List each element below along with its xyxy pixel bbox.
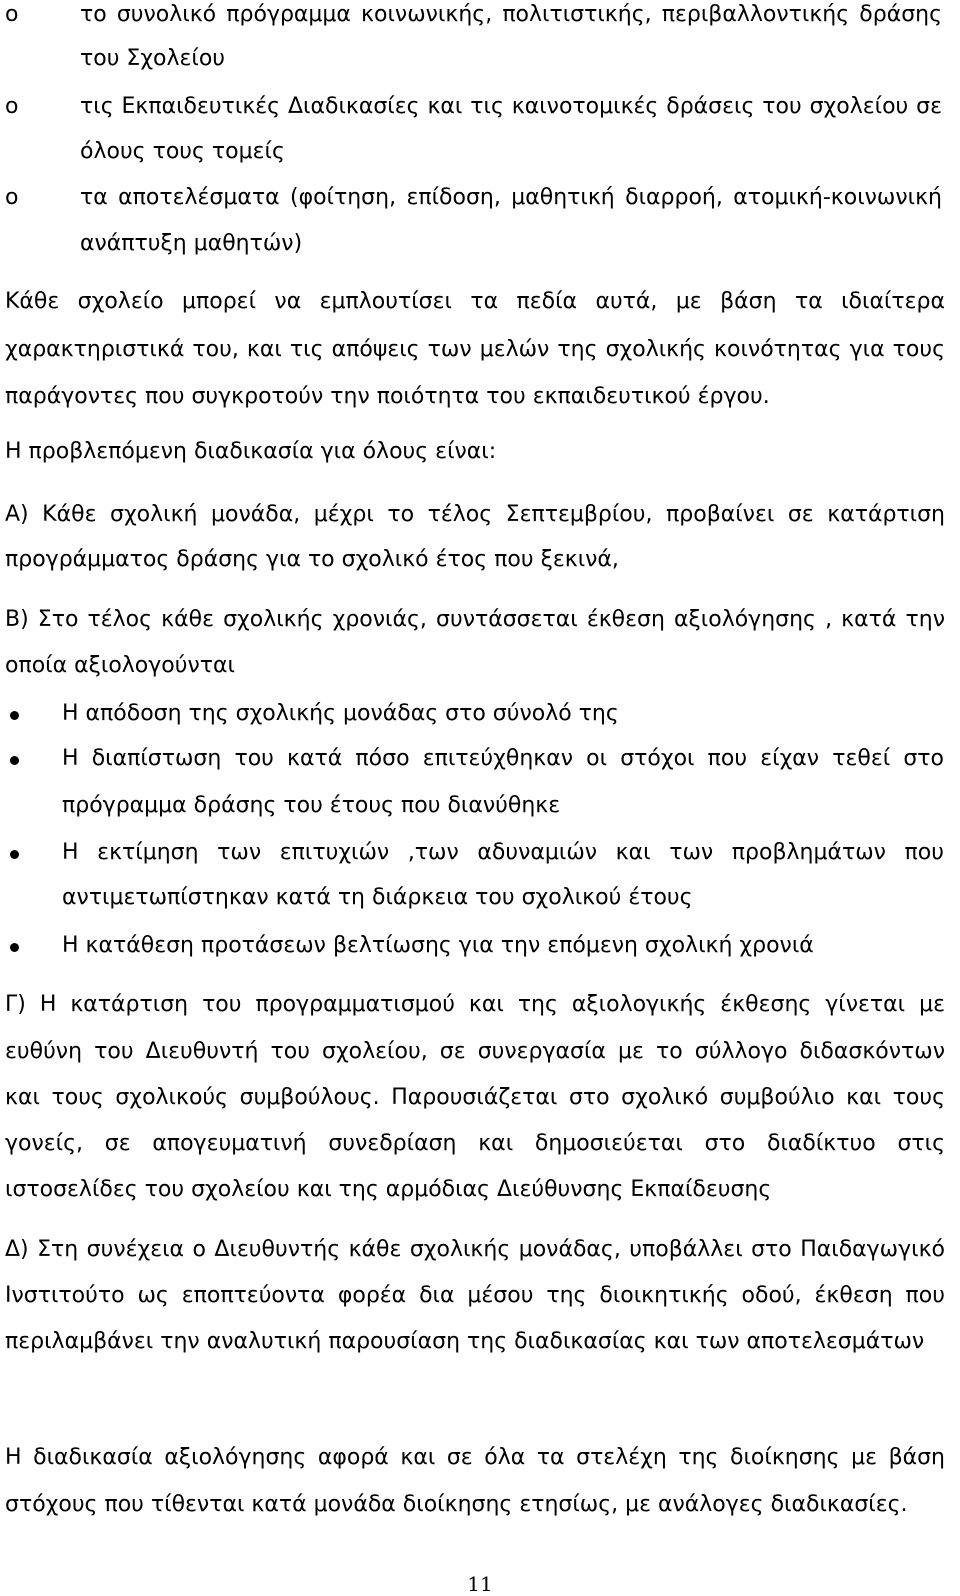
list-marker: o [5,94,19,119]
paragraph-line: γονείς, σε απογευματινή συνεδρίαση και δημοσιεύεται στο διαδίκτυο στις [5,1131,945,1156]
bullet-item-line: Η διαπίστωση του κατά πόσο επιτεύχθηκαν οι στόχοι που είχαν τεθεί στο [62,746,944,771]
list-item-line: ανάπτυξη μαθητών) [80,231,303,256]
page-number: 11 [467,1572,493,1596]
paragraph-line: περιλαμβάνει την αναλυτική παρουσίαση της διαδικασίας και των αποτελεσμάτων [5,1329,925,1354]
bullet-item-line: πρόγραμμα δράσης του έτους που διανύθηκε [62,793,561,818]
paragraph-line: ιστοσελίδες του σχολείου και της αρμόδιας Διεύθυνσης Εκπαίδευσης [5,1177,772,1202]
bullet-icon [10,943,19,952]
bullet-item-line: Η απόδοση της σχολικής μονάδας στο σύνολό της [62,701,619,726]
list-item-line: τις Εκπαιδευτικές Διαδικασίες και τις καινοτομικές δράσεις του σχολείου σε [80,94,942,119]
list-marker: o [5,2,19,27]
list-item-line: του Σχολείου [80,46,226,71]
bullet-item-line: Η κατάθεση προτάσεων βελτίωσης για την επόμενη σχολική χρονιά [62,933,814,958]
procedure-intro: Η προβλεπόμενη διαδικασία για όλους είναι: [5,439,497,464]
paragraph-line: προγράμματος δράσης για το σχολικό έτος που ξεκινά, [5,547,619,572]
bullet-icon [10,756,19,765]
paragraph-line: και τους σχολικούς συμβούλους. Παρουσιάζεται στο σχολικό συμβούλιο και τους [5,1085,945,1110]
paragraph-line: Β) Στο τέλος κάθε σχολικής χρονιάς, συντάσσεται έκθεση αξιολόγησης , κατά την [5,607,945,632]
paragraph-line: παράγοντες που συγκροτούν την ποιότητα του εκπαιδευτικού έργου. [5,384,770,409]
paragraph-line: οποία αξιολογούνται [5,653,235,678]
paragraph-line: ευθύνη του Διευθυντή του σχολείου, σε συνεργασία με το σύλλογο διδασκόντων [5,1039,945,1064]
list-marker: o [5,185,19,210]
paragraph-line: Α) Κάθε σχολική μονάδα, μέχρι το τέλος Σεπτεμβρίου, προβαίνει σε κατάρτιση [5,502,945,527]
paragraph-line: Γ) Η κατάρτιση του προγραμματισμού και της αξιολογικής έκθεσης γίνεται με [5,992,945,1017]
paragraph-line: Ινστιτούτο ως εποπτεύοντα φορέα δια μέσου της διοικητικής οδού, έκθεση που [5,1283,945,1308]
bullet-item-line: αντιμετωπίστηκαν κατά τη διάρκεια του σχολικού έτους [62,885,693,910]
paragraph-line: στόχους που τίθενται κατά μονάδα διοίκησης ετησίως, με ανάλογες διαδικασίες. [5,1492,908,1517]
bullet-icon [10,711,19,720]
paragraph-line: χαρακτηριστικά του, και τις απόψεις των μελών της σχολικής κοινότητας για τους [5,337,945,362]
paragraph-line: Η διαδικασία αξιολόγησης αφορά και σε όλα τα στελέχη της διοίκησης με βάση [5,1445,945,1470]
list-item-line: το συνολικό πρόγραμμα κοινωνικής, πολιτιστικής, περιβαλλοντικής δράσης [80,2,942,27]
bullet-icon [10,850,19,859]
list-item-line: τα αποτελέσματα (φοίτηση, επίδοση, μαθητική διαρροή, ατομική-κοινωνική [80,185,942,210]
paragraph-line: Δ) Στη συνέχεια ο Διευθυντής κάθε σχολικής μονάδας, υποβάλλει στο Παιδαγωγικό [5,1237,945,1262]
list-item-line: όλους τους τομείς [80,139,285,164]
paragraph-line: Κάθε σχολείο μπορεί να εμπλουτίσει τα πεδία αυτά, με βάση τα ιδιαίτερα [5,289,945,314]
bullet-item-line: Η εκτίμηση των επιτυχιών ,των αδυναμιών και των προβλημάτων που [62,840,944,865]
